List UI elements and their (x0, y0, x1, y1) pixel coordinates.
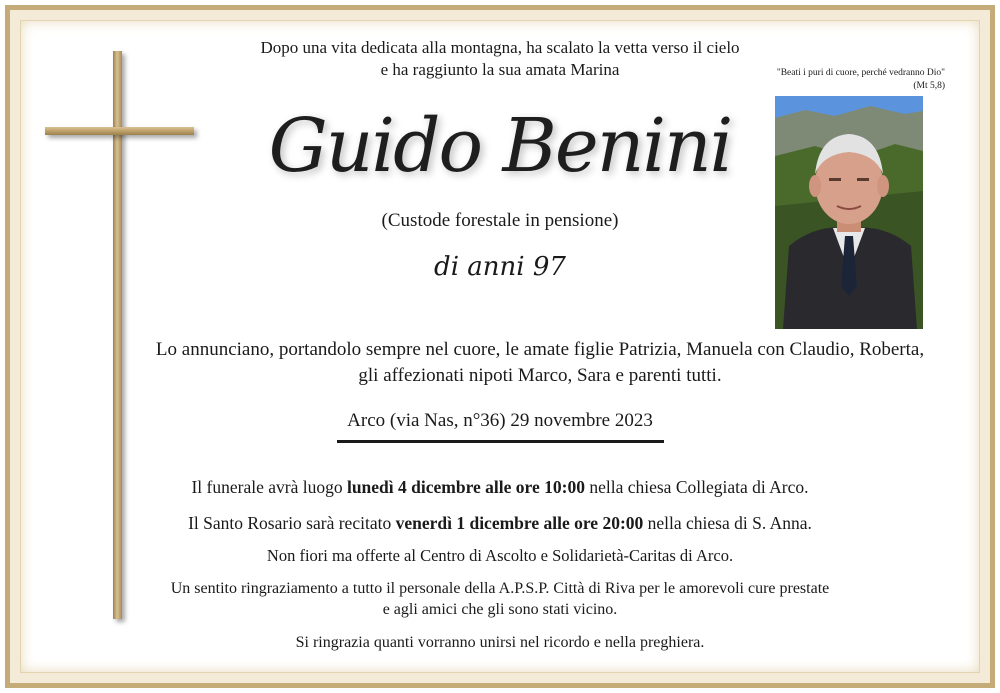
quote-text: "Beati i puri di cuore, perché vedranno Dio" (776, 68, 945, 78)
funeral-info (130, 476, 870, 498)
intro-text (200, 37, 800, 81)
rosary-info (130, 512, 870, 534)
thanks-line-2: e agli amici che gli sono stati vicino. (382, 601, 618, 618)
divider-rule (337, 440, 664, 443)
intro-line-2: e ha raggiunto la sua amata Marina (380, 60, 620, 79)
bible-quote (740, 67, 945, 93)
cross-horizontal-beam (45, 127, 194, 135)
rosary-datetime: venerdì 1 dicembre alle ore 20:00 (395, 513, 644, 533)
rosary-prefix: Il Santo Rosario sarà recitato (188, 513, 396, 533)
cross-vertical-beam (113, 51, 122, 619)
thanks-note (140, 578, 860, 620)
funeral-datetime: lunedì 4 dicembre alle ore 10:00 (346, 477, 585, 497)
deceased-portrait-photo (775, 96, 923, 329)
deceased-profession: (Custode forestale in pensione) (381, 210, 619, 231)
thanks-line-1: Un sentito ringraziamento a tutto il personale della A.P.S.P. Città di Riva per le amorevoli cure prestate (170, 580, 830, 597)
prayer-note: Si ringrazia quanti vorranno unirsi nel ricordo e nella preghiera. (295, 634, 705, 651)
funeral-suffix: nella chiesa Collegiata di Arco. (584, 477, 809, 497)
announcement (130, 337, 950, 389)
flowers-note: Non fiori ma offerte al Centro di Ascolto e Solidarietà-Caritas di Arco. (266, 546, 734, 565)
intro-line-1: Dopo una vita dedicata alla montagna, ha scalato la vetta verso il cielo (260, 38, 740, 57)
deceased-name: Guido Benini (268, 103, 732, 189)
rosary-suffix: nella chiesa di S. Anna. (643, 513, 812, 533)
deceased-age: di anni 97 (434, 252, 566, 282)
announcement-line-1: Lo annunciano, portandolo sempre nel cuore, le amate figlie Patrizia, Manuela con Claudio, Roberta, (155, 339, 925, 360)
funeral-prefix: Il funerale avrà luogo (191, 477, 347, 497)
announcement-line-2: gli affezionati nipoti Marco, Sara e parenti tutti. (358, 365, 722, 386)
quote-reference: (Mt 5,8) (913, 81, 945, 91)
place-and-date: Arco (via Nas, n°36) 29 novembre 2023 (347, 410, 653, 431)
portrait-illustration (775, 96, 923, 329)
